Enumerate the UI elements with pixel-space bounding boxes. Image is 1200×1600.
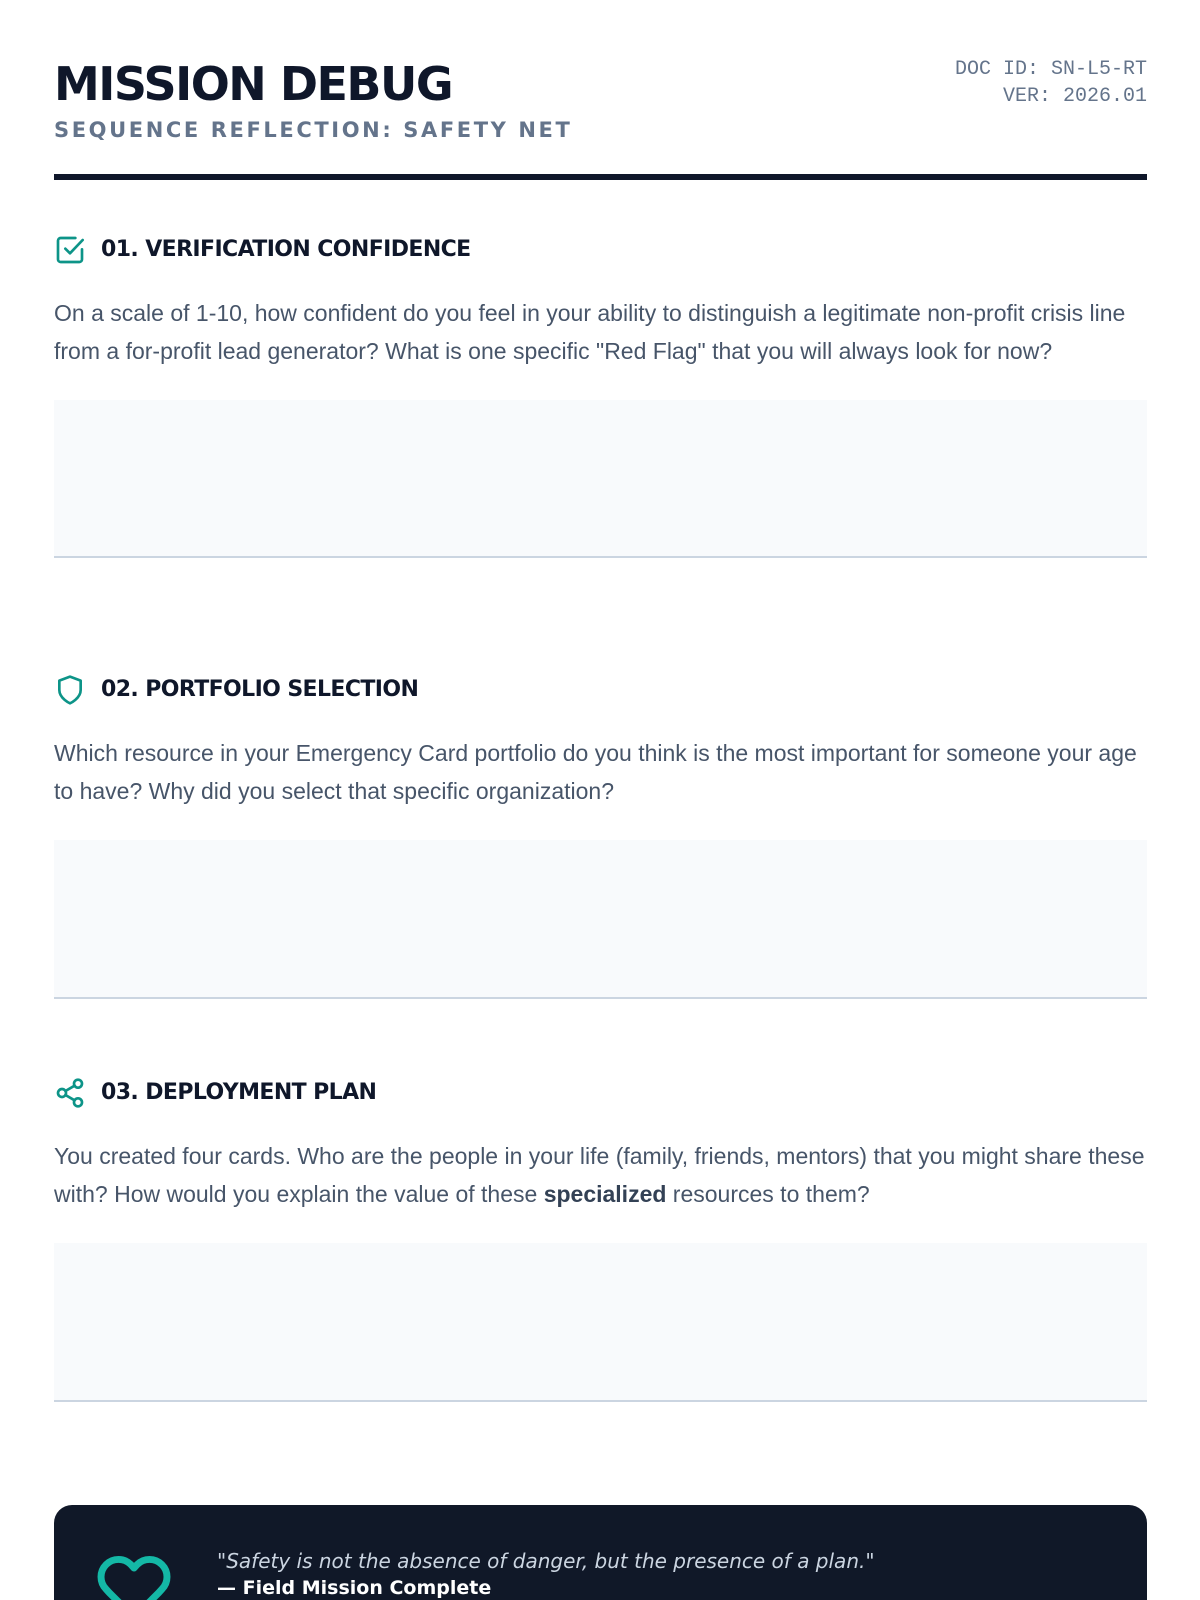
doc-version: VER: 2026.01 <box>1002 85 1147 108</box>
heart-icon <box>96 1553 172 1600</box>
header-divider <box>54 174 1147 180</box>
section-verification-confidence <box>54 232 1147 558</box>
section-prompt: On a scale of 1-10, how confident do you feel in your ability to distinguish a legitimate non-profit crisis line from a for-profit lead generator? What is one specific "Red Flag" that you will always look for now? <box>54 300 1126 364</box>
section-portfolio-selection <box>54 672 1147 999</box>
doc-id: DOC ID: SN-L5-RT <box>954 58 1147 81</box>
section-deployment-plan <box>54 1075 1147 1402</box>
section-prompt: Which resource in your Emergency Card portfolio do you think is the most important for someone your age to have? Why did you select that specific organization? <box>54 740 1137 804</box>
footer-quote: "Safety is not the absence of danger, but the presence of a plan." <box>217 1549 875 1573</box>
prompt-text: resources to them? <box>666 1181 870 1207</box>
section-header <box>54 672 1147 708</box>
answer-field-verification-confidence[interactable] <box>54 400 1147 558</box>
answer-field-deployment-plan[interactable] <box>54 1243 1147 1402</box>
section-prompt <box>54 1137 1147 1213</box>
page-title: MISSION DEBUG <box>54 57 453 111</box>
share-icon <box>54 1077 86 1109</box>
shield-icon <box>54 674 86 706</box>
document-meta <box>955 56 1147 110</box>
page-subtitle: SEQUENCE REFLECTION: SAFETY NET <box>54 118 573 142</box>
prompt-text: You created four cards. Who are the people in your life (family, friends, mentors) that you might share these with? How would you explain the value of these <box>54 1143 1145 1207</box>
section-header <box>54 1075 1147 1111</box>
worksheet-page <box>54 0 1147 1600</box>
section-title: 01. VERIFICATION CONFIDENCE <box>101 237 471 262</box>
checkbox-check-icon <box>54 234 86 266</box>
prompt-emphasis: specialized <box>543 1181 667 1207</box>
footer-status: — Field Mission Complete <box>217 1577 492 1599</box>
document-header <box>54 56 1147 180</box>
section-title: 03. DEPLOYMENT PLAN <box>101 1080 377 1105</box>
section-header <box>54 232 1147 268</box>
section-title: 02. PORTFOLIO SELECTION <box>101 677 419 702</box>
answer-field-portfolio-selection[interactable] <box>54 840 1147 999</box>
mission-complete-card <box>54 1505 1147 1600</box>
